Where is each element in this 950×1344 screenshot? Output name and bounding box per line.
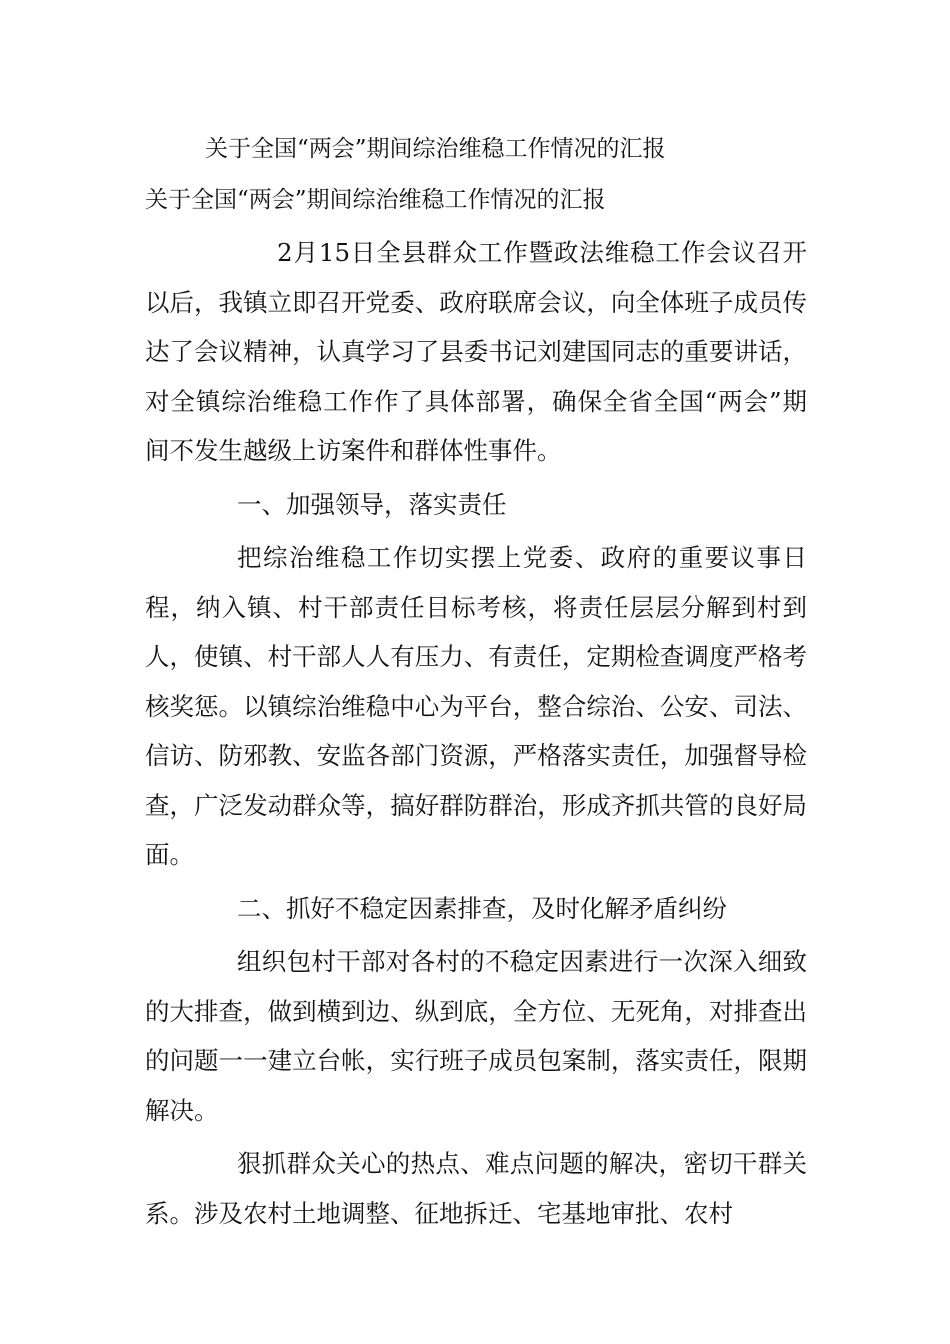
paragraph-3: 狠抓群众关心的热点、难点问题的解决，密切干群关系。涉及农村土地调整、征地拆迁、宅基地审批、农村 xyxy=(145,1149,807,1228)
document-title-repeat: 关于全国“两会”期间综治维稳工作情况的汇报 xyxy=(145,187,606,213)
document-body xyxy=(145,228,807,1238)
paragraph-1: 把综治维稳工作切实摆上党委、政府的重要议事日程，纳入镇、村干部责任目标考核，将责任层层分解到村到人，使镇、村干部人人有压力、有责任，定期检查调度严格考核奖惩。以镇综治维稳中心为平台，整合综治、公安、司法、信访、防邪教、安监各部门资源，严格落实责任，加强督导检查，广泛发动群众等，搞好群防群治，形成齐抓共管的良好局面。 xyxy=(145,543,807,869)
section-heading-2: 二、抓好不稳定因素排查，及时化解矛盾纠纷 xyxy=(237,893,727,923)
paragraph-intro: 2月15日全县群众工作暨政法维稳工作会议召开以后，我镇立即召开党委、政府联席会议，向全体班子成员传达了会议精神，认真学习了县委书记刘建国同志的重要讲话，对全镇综治维稳工作作了具体部署，确保全省全国“两会”期间不发生越级上访案件和群体性事件。 xyxy=(145,238,807,465)
section-heading-1: 一、加强领导，落实责任 xyxy=(237,489,507,519)
paragraph-2: 组织包村干部对各村的不稳定因素进行一次深入细致的大排查，做到横到边、纵到底，全方位、无死角，对排查出的问题一一建立台帐，实行班子成员包案制，落实责任，限期解决。 xyxy=(145,947,807,1125)
document-title: 关于全国“两会”期间综治维稳工作情况的汇报 xyxy=(205,136,666,162)
